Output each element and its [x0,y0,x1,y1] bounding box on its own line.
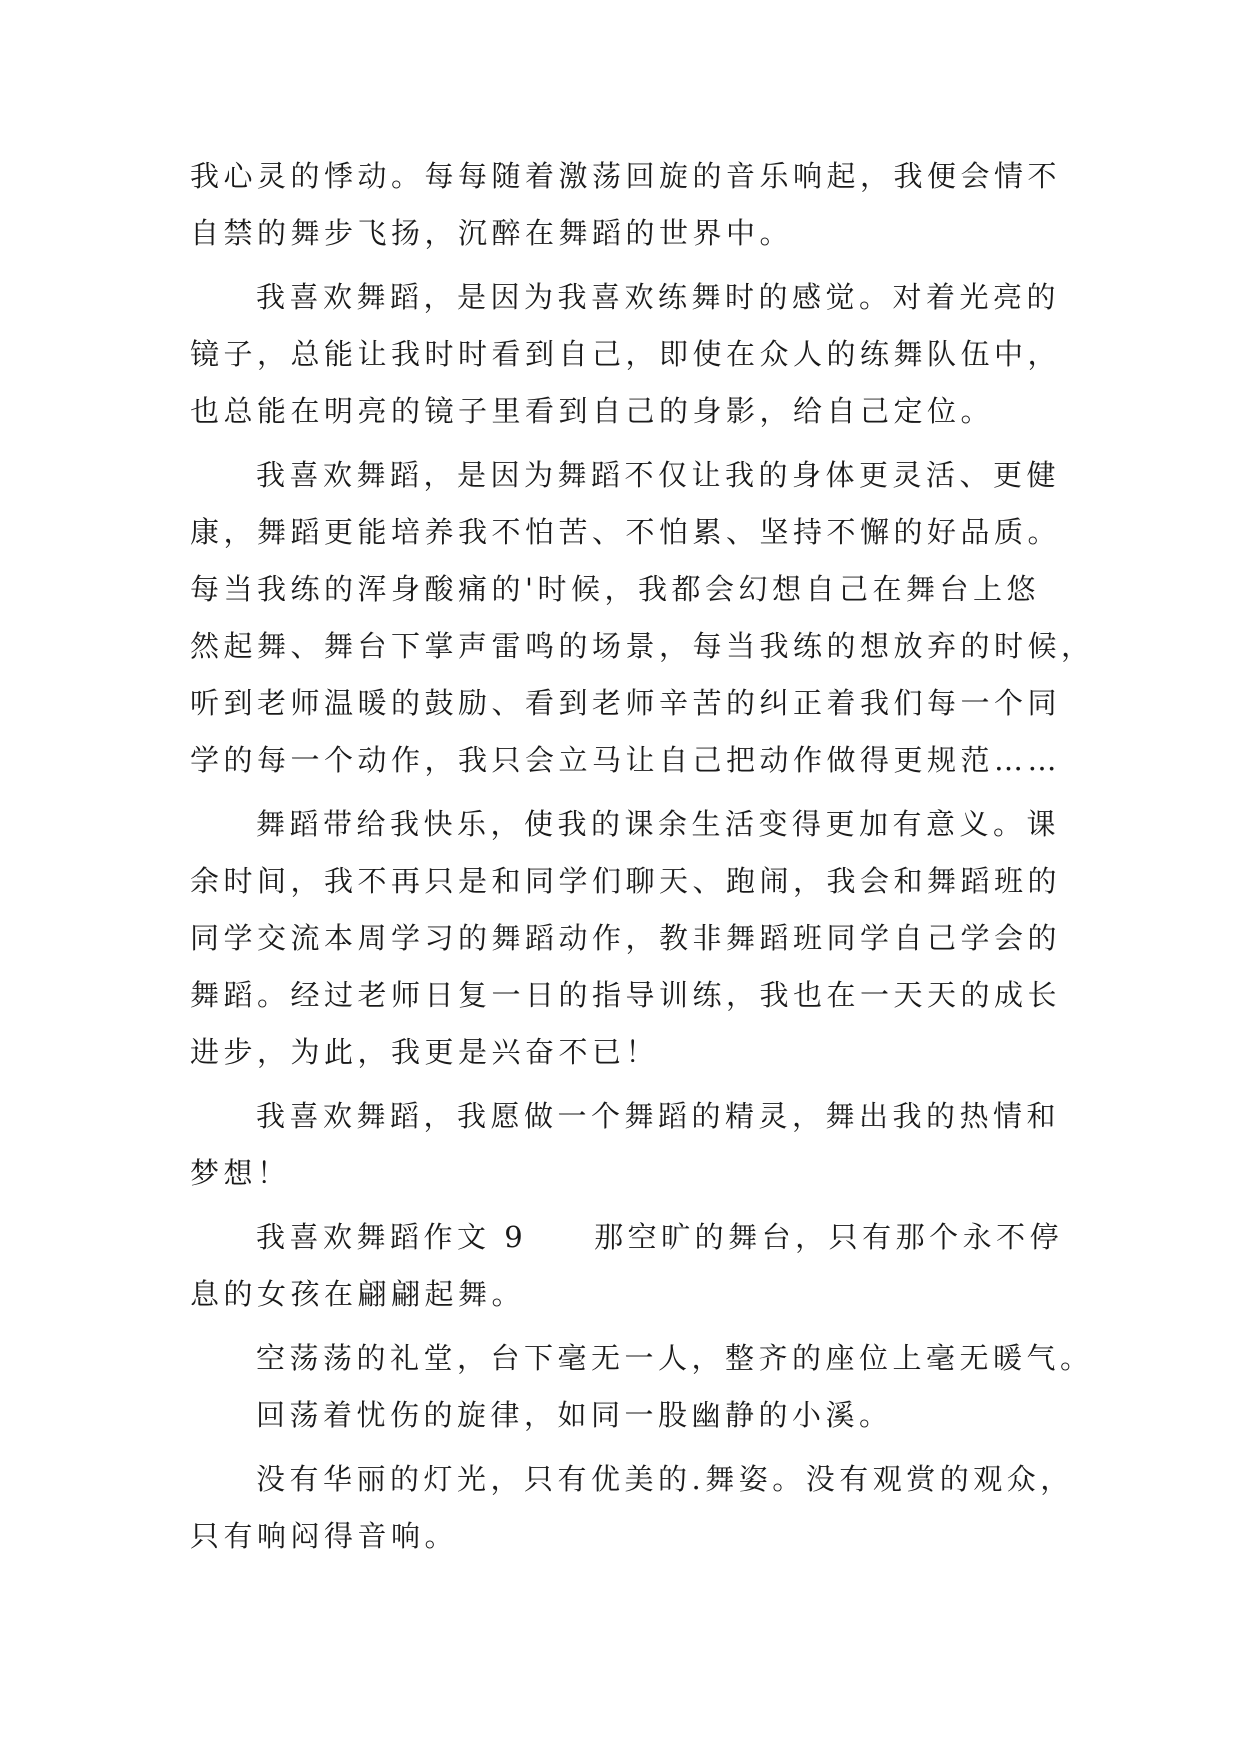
text-line: 也总能在明亮的镜子里看到自己的身影，给自己定位。 [190,394,995,428]
text-line: 息的女孩在翩翩起舞。 [190,1277,526,1311]
paragraph-line: 我喜欢舞蹈作文 9 那空旷的舞台，只有那个永不停 [256,1220,1064,1254]
text-line: 余时间，我不再只是和同学们聊天、跑闹，我会和舞蹈班的 [190,864,1062,898]
text-line: 进步，为此，我更是兴奋不已！ [190,1035,660,1069]
text-line: 学的每一个动作，我只会立马让自己把动作做得更规范…… [190,743,1062,777]
text-line: 梦想！ [190,1156,291,1190]
paragraph-line: 空荡荡的礼堂，台下毫无一人，整齐的座位上毫无暖气。 [256,1341,1094,1375]
text-line: 康，舞蹈更能培养我不怕苦、不怕累、坚持不懈的好品质。 [190,515,1062,549]
paragraph-line: 舞蹈带给我快乐，使我的课余生活变得更加有意义。课 [256,807,1061,841]
text-line: 我心灵的悸动。每每随着激荡回旋的音乐响起，我便会情不 [190,159,1062,193]
text-line: 镜子，总能让我时时看到自己，即使在众人的练舞队伍中， [190,337,1062,371]
text-line: 然起舞、舞台下掌声雷鸣的场景，每当我练的想放弃的时候， [190,629,1095,663]
paragraph-line: 回荡着忧伤的旋律，如同一股幽静的小溪。 [256,1398,893,1432]
text-line: 同学交流本周学习的舞蹈动作，教非舞蹈班同学自己学会的 [190,921,1062,955]
paragraph-line: 我喜欢舞蹈，是因为我喜欢练舞时的感觉。对着光亮的 [256,280,1061,314]
text-line: 自禁的舞步飞扬，沉醉在舞蹈的世界中。 [190,216,794,250]
text-line: 听到老师温暖的鼓励、看到老师辛苦的纠正着我们每一个同 [190,686,1062,720]
text-line: 舞蹈。经过老师日复一日的指导训练，我也在一天天的成长 [190,978,1062,1012]
paragraph-line: 我喜欢舞蹈，是因为舞蹈不仅让我的身体更灵活、更健 [256,458,1061,492]
text-line: 只有响闷得音响。 [190,1519,459,1553]
paragraph-line: 没有华丽的灯光，只有优美的.舞姿。没有观赏的观众， [256,1462,1074,1496]
paragraph-line: 我喜欢舞蹈，我愿做一个舞蹈的精灵，舞出我的热情和 [256,1099,1061,1133]
text-line: 每当我练的浑身酸痛的'时候，我都会幻想自己在舞台上悠 [190,572,1040,606]
